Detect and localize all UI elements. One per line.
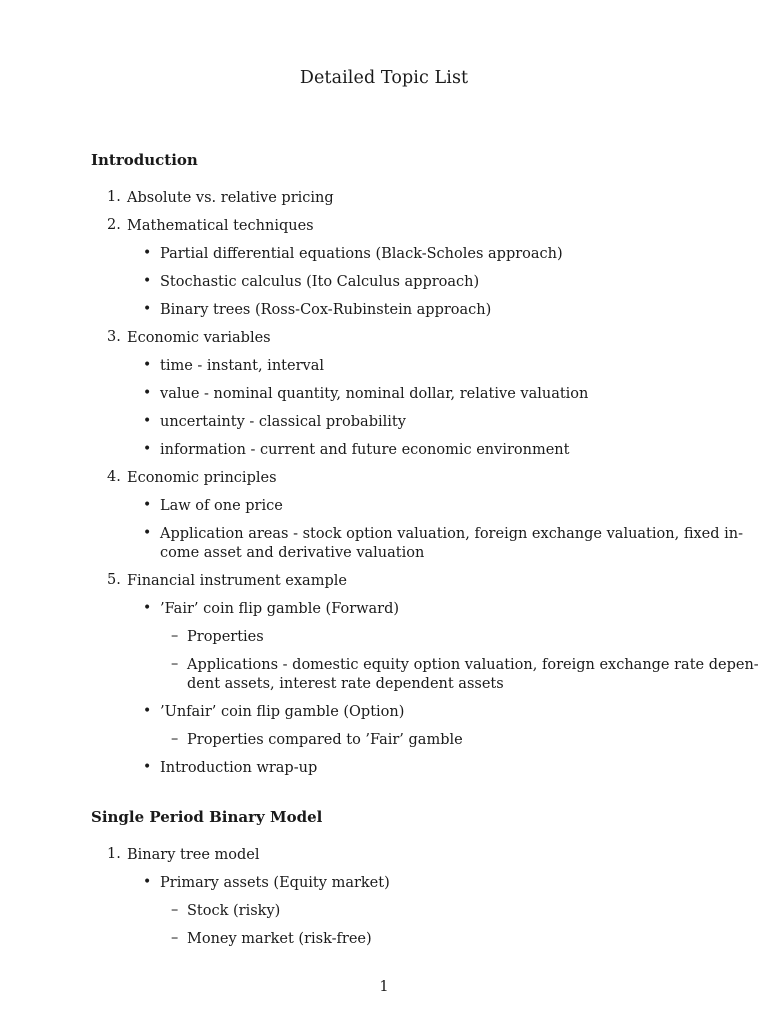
bullet-item: Binary trees (Ross-Cox-Rubinstein approach) [160, 302, 492, 318]
list-number: 1. [107, 846, 121, 862]
bullet-item: uncertainty - classical probability [160, 414, 406, 430]
list-number: 1. [107, 189, 121, 205]
bullet-item: ’Fair’ coin flip gamble (Forward) [160, 601, 400, 617]
bullet-icon: • [143, 759, 152, 775]
dash-item: Applications - domestic equity option valuation, foreign exchange rate depen- [187, 657, 759, 673]
dash-item: Properties [187, 629, 264, 645]
dash-item: Properties compared to ’Fair’ gamble [187, 732, 463, 748]
section-heading-single-period-binary-model: Single Period Binary Model [91, 808, 323, 826]
bullet-icon: • [143, 413, 152, 429]
bullet-item: Partial differential equations (Black-Scholes approach) [160, 246, 563, 262]
list-item: Economic principles [127, 470, 277, 486]
bullet-item: time - instant, interval [160, 358, 324, 374]
bullet-item: ’Unfair’ coin flip gamble (Option) [160, 704, 405, 720]
bullet-item: Introduction wrap-up [160, 760, 318, 776]
list-number: 4. [107, 469, 121, 485]
page-number: 1 [379, 979, 389, 995]
bullet-icon: • [143, 273, 152, 289]
bullet-icon: • [143, 497, 152, 513]
list-item: Mathematical techniques [127, 218, 314, 234]
dash-icon: – [171, 902, 179, 918]
list-number: 3. [107, 329, 121, 345]
bullet-icon: • [143, 245, 152, 261]
list-number: 2. [107, 217, 121, 233]
bullet-item: Law of one price [160, 498, 283, 514]
bullet-item: Stochastic calculus (Ito Calculus approach) [160, 274, 480, 290]
bullet-item: information - current and future economic environment [160, 442, 570, 458]
bullet-icon: • [143, 703, 152, 719]
bullet-icon: • [143, 441, 152, 457]
list-item: Absolute vs. relative pricing [127, 190, 334, 206]
bullet-icon: • [143, 385, 152, 401]
bullet-item: value - nominal quantity, nominal dollar, relative valuation [160, 386, 589, 402]
bullet-icon: • [143, 600, 152, 616]
list-number: 5. [107, 572, 121, 588]
bullet-item: Primary assets (Equity market) [160, 875, 390, 891]
bullet-item-continuation: come asset and derivative valuation [160, 545, 425, 561]
document-title: Detailed Topic List [299, 68, 469, 88]
bullet-icon: • [143, 525, 152, 541]
dash-icon: – [171, 656, 179, 672]
dash-item: Money market (risk-free) [187, 931, 372, 947]
bullet-item: Application areas - stock option valuation, foreign exchange valuation, fixed in- [160, 526, 744, 542]
list-item: Economic variables [127, 330, 271, 346]
bullet-icon: • [143, 301, 152, 317]
dash-item-continuation: dent assets, interest rate dependent assets [187, 676, 504, 692]
list-item: Binary tree model [127, 847, 260, 863]
bullet-icon: • [143, 357, 152, 373]
dash-icon: – [171, 731, 179, 747]
bullet-icon: • [143, 874, 152, 890]
dash-item: Stock (risky) [187, 903, 281, 919]
dash-icon: – [171, 930, 179, 946]
section-heading-introduction: Introduction [91, 151, 198, 169]
dash-icon: – [171, 628, 179, 644]
list-item: Financial instrument example [127, 573, 347, 589]
